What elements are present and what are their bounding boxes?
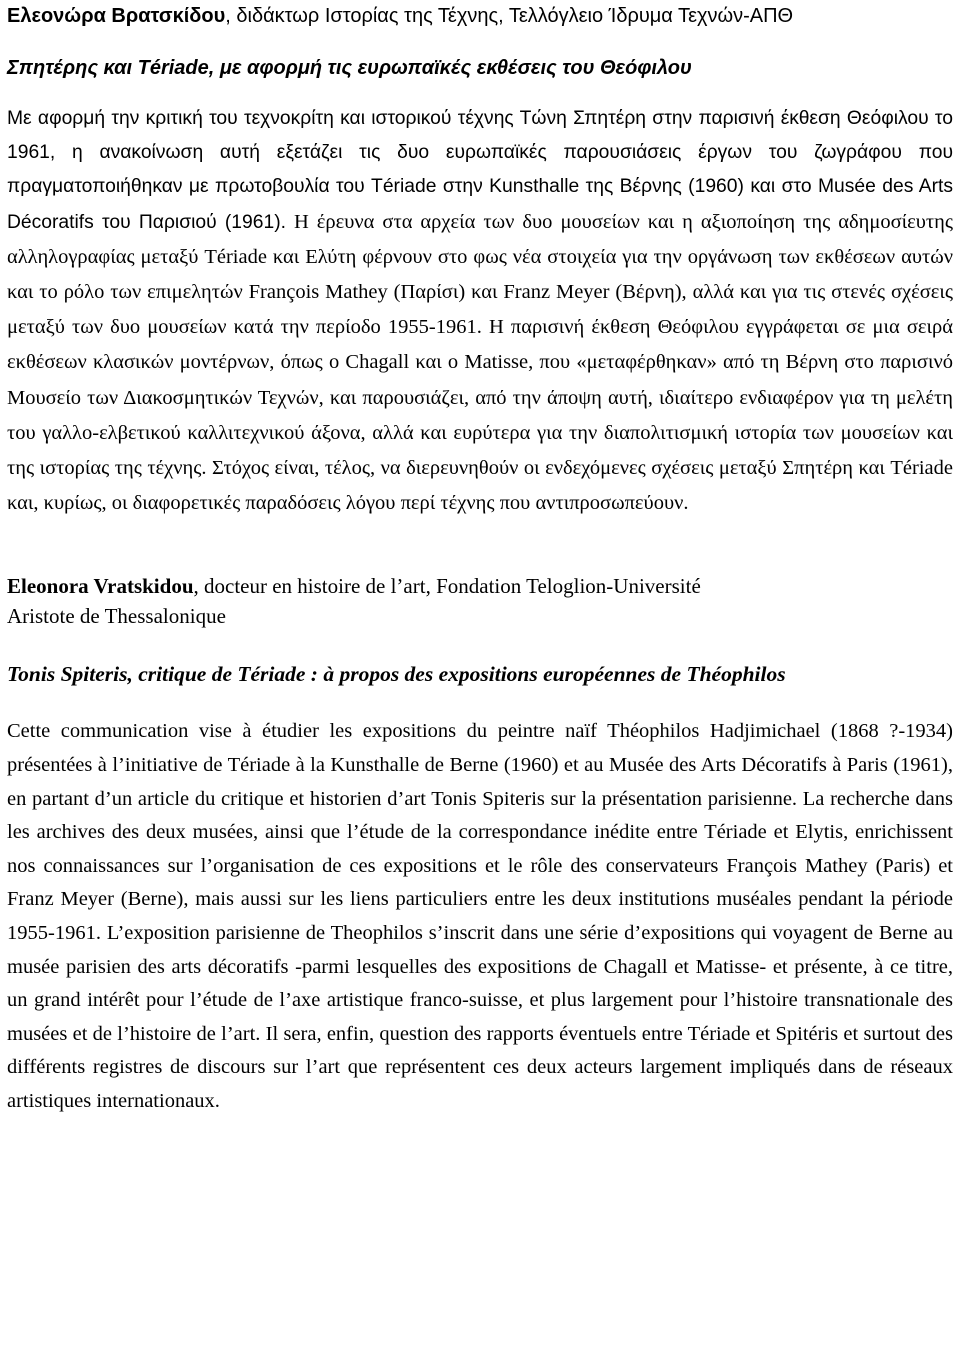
french-author-affiliation-line2: Aristote de Thessalonique — [7, 604, 226, 629]
greek-abstract-part2: Η έρευνα στα αρχεία των δυο μουσείων και η αξιοποίηση της αδημοσίευτης αλληλογραφίας μεταξύ Tériade και Ελύτη φέρνουν στο φως νέα στοιχεία για την οργάνωση των εκθέσεων αυτών και το ρόλο των επιμελητών François Mathey (Παρίσι) και Franz Meyer (Βέρνη), αλλά και για τις στενές σχέσεις μεταξύ των δυο μουσείων κατά την περίοδο 1955-1961. Η παρισινή έκθεση Θεόφιλου εγγράφεται σε μια σειρά εκθέσεων κλασικών μοντέρνων, όπως ο Chagall και ο Matisse, που «μεταφέρθηκαν» από τη Βέρνη στο παρισινό Μουσείο των Διακοσμητικών Τεχνών, και παρουσιάζει, από την άποψη αυτή, ιδιαίτερο ενδιαφέρον για τη μελέτη του γαλλο-ελβετικού καλλιτεχνικού άξονα, αλλά και ευρύτερα για την διαπολιτισμική ιστορία των μουσείων και της ιστορίας της τέχνης. Στόχος είναι, τέλος, να διερευνηθούν οι ενδεχόμενες σχέσεις μεταξύ Σπητέρη και Tériade και, κυρίως, οι διαφορετικές παραδόσεις λόγου περί τέχνης που αντιπροσωπεύουν. — [7, 210, 953, 515]
greek-author-affiliation: , διδάκτωρ Ιστορίας της Τέχνης, Τελλόγλειο Ίδρυμα Τεχνών-ΑΠΘ — [225, 5, 794, 27]
greek-author-line — [7, 0, 953, 32]
greek-author-name: Ελεονώρα Βρατσκίδου — [7, 5, 226, 27]
french-abstract: Cette communication vise à étudier les expositions du peintre naïf Théophilos Hadjimichael (1868 ?-1934) présentées à l’initiative de Tériade à la Kunsthalle de Berne (1960) et au Musée des Arts Décoratifs à Paris (1961), en partant d’un article du critique et historien d’art Tonis Spiteris sur la présentation parisienne. La recherche dans les archives des deux musées, ainsi que l’étude de la correspondance inédite entre Tériade et Elytis, enrichissent nos connaissances sur l’organisation de ces expositions et le rôle des conservateurs François Mathey (Paris) et Franz Meyer (Berne), mais aussi sur les liens particuliers entre les deux institutions muséales pendant la période 1955-1961. L’exposition parisienne de Theophilos s’inscrit dans une série d’expositions qui voyagent de Berne au musée parisien des arts décoratifs -parmi lesquelles des expositions de Chagall et Matisse- et présente, à ce titre, un grand intérêt pour l’étude de l’axe artistique franco-suisse, et plus largement pour l’histoire transnationale des musées et de l’histoire de l’art. Il sera, enfin, question des rapports éventuels entre Tériade et Spitéris et surtout des différents registres de discours sur l’art que représentent ces deux acteurs largement impliqués dans de réseaux artistiques internationaux. — [7, 720, 953, 1112]
greek-abstract-part1: Με αφορμή την κριτική του τεχνοκρίτη και ιστορικού τέχνης Τώνη Σπητέρη στην παρισινή έκθεση Θεόφιλου το 1961, η ανακοίνωση αυτή εξετάζει τις δυο ευρωπαϊκές παρουσιάσεις έργων του ζωγράφου που πραγματοποιήθηκαν με πρωτοβουλία του Tériade στην Kunsthalle της Βέρνης (1960) και στο Musée des Arts Décoratifs του Παρισιού (1961). — [7, 108, 953, 233]
greek-abstract — [7, 102, 953, 521]
french-author-affiliation-line1: , docteur en histoire de l’art, Fondation Teloglion-Université — [193, 574, 701, 599]
greek-paper-title: Σπητέρης και Tériade, με αφορμή τις ευρωπαϊκές εκθέσεις του Θεόφιλου — [7, 57, 692, 79]
french-paper-title: Tonis Spiteris, critique de Tériade : à propos des expositions européennes de Théophilos — [7, 662, 786, 687]
french-author-line — [7, 571, 953, 631]
french-author-name: Eleonora Vratskidou — [7, 574, 194, 599]
document-page — [7, 0, 953, 1119]
